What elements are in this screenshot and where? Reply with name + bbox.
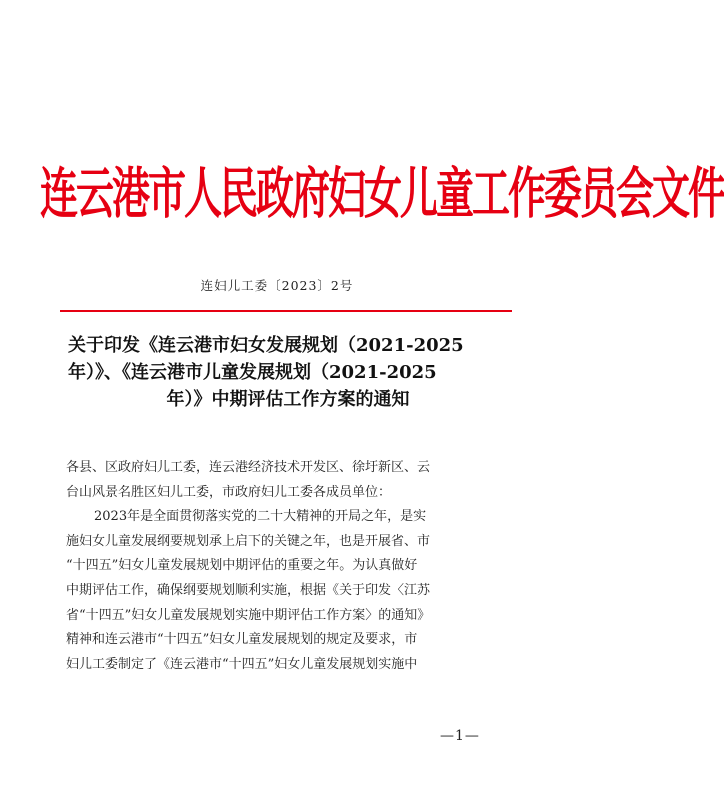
red-divider-line	[60, 310, 512, 312]
paragraph-line-6: 精神和连云港市“十四五”妇女儿童发展规划的规定及要求，市	[66, 632, 418, 648]
document-number: 连妇儿工委〔2023〕2号	[200, 278, 354, 293]
body-paragraph	[66, 505, 498, 677]
paragraph-line-7: 妇儿工委制定了《连云港市“十四五”妇女儿童发展规划实施中	[66, 656, 418, 672]
paragraph-line-4: 中期评估工作，确保纲要规划顺利实施，根据《关于印发〈江苏	[66, 582, 431, 598]
recipients-block	[66, 456, 498, 505]
paragraph-line-3: “十四五”妇女儿童发展规划中期评估的重要之年。为认真做好	[66, 558, 418, 574]
recipients-line-1: 各县、区政府妇儿工委，连云港经济技术开发区、徐圩新区、云	[66, 460, 431, 475]
red-masthead-title: 连云港市人民政府妇女儿童工作委员会文件	[40, 160, 724, 226]
paragraph-line-1: 2023年是全面贯彻落实党的二十大精神的开局之年，是实	[94, 509, 427, 525]
page-number: —1—	[440, 728, 480, 744]
document-title	[68, 332, 498, 413]
title-line-1: 关于印发《连云港市妇女发展规划（2021-2025	[68, 335, 464, 356]
paragraph-line-2: 施妇女儿童发展纲要规划承上启下的关键之年，也是开展省、市	[66, 533, 431, 549]
paragraph-line-5: 省“十四五”妇女儿童发展规划实施中期评估工作方案〉的通知》	[66, 607, 431, 623]
recipients-line-2: 台山风景名胜区妇儿工委，市政府妇儿工委各成员单位：	[66, 484, 392, 500]
title-line-2: 年）》、《连云港市儿童发展规划（2021-2025	[68, 362, 437, 383]
title-line-3: 年）》中期评估工作方案的通知	[166, 389, 410, 410]
document-body	[66, 456, 498, 677]
